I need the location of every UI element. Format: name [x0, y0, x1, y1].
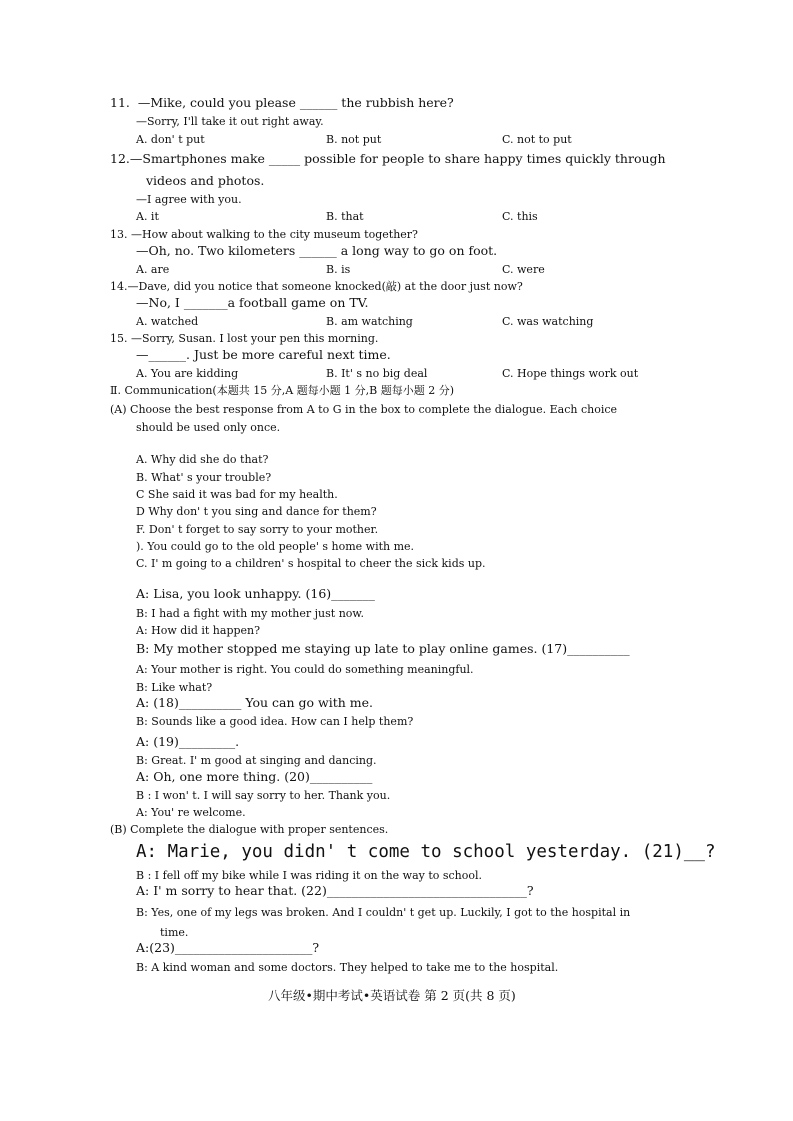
q11-stem: 11. —Mike, could you please ______ the rubbish here? — [110, 95, 454, 110]
page-footer: 八年级•期中考试•英语试卷 第 2 页(共 8 页) — [268, 988, 516, 1003]
q11-option-a: A. don' t put — [136, 133, 205, 146]
q12-stem-cont: videos and photos. — [146, 173, 265, 188]
q15-option-b: B. It' s no big deal — [326, 367, 428, 380]
choice-item: C. I' m going to a children' s hospital to cheer the sick kids up. — [136, 557, 486, 570]
dialogueA-line: A: (18)__________ You can go with me. — [136, 695, 374, 710]
dialogueB-line-4: B: Yes, one of my legs was broken. And I couldn' t get up. Luckily, I got to the hospital in — [136, 906, 631, 919]
dialogueB-line-4-cont: time. — [160, 926, 189, 939]
q15-stem: 15. —Sorry, Susan. I lost your pen this morning. — [110, 332, 379, 345]
q15-option-a: A. You are kidding — [136, 367, 239, 380]
q11-option-b: B. not put — [326, 133, 382, 146]
q11-option-c: C. not to put — [502, 133, 572, 146]
dialogueB-line-5: A:(23)______________________? — [136, 940, 320, 955]
q13-stem: 13. —How about walking to the city museum together? — [110, 228, 418, 241]
dialogueA-line: A: (19)_________. — [136, 734, 240, 749]
dialogueB-line-1: A: Marie, you didn' t come to school yesterday. (21)__? — [136, 842, 716, 862]
choice-item: D Why don' t you sing and dance for them? — [136, 505, 377, 518]
dialogueA-line: B: I had a fight with my mother just now. — [136, 607, 365, 620]
q12-reply: —I agree with you. — [136, 193, 242, 206]
dialogueB-line-2: B : I fell off my bike while I was riding it on the way to school. — [136, 869, 483, 882]
q13-option-a: A. are — [136, 263, 170, 276]
q15-option-c: C. Hope things work out — [502, 367, 639, 380]
choice-item: A. Why did she do that? — [136, 453, 269, 466]
q14-option-b: B. am watching — [326, 315, 413, 328]
dialogueA-line: B : I won' t. I will say sorry to her. Thank you. — [136, 789, 391, 802]
dialogueA-line: A: Your mother is right. You could do something meaningful. — [136, 663, 474, 676]
dialogueA-line: A: How did it happen? — [136, 624, 261, 637]
q15-reply: —______. Just be more careful next time. — [136, 347, 391, 362]
q12-stem: 12.—Smartphones make _____ possible for people to share happy times quickly through — [110, 151, 666, 166]
dialogueA-line: B: Like what? — [136, 681, 213, 694]
q12-option-c: C. this — [502, 210, 538, 223]
q12-option-a: A. it — [136, 210, 159, 223]
dialogueB-line-6: B: A kind woman and some doctors. They helped to take me to the hospital. — [136, 961, 559, 974]
q12-option-b: B. that — [326, 210, 364, 223]
q13-reply: —Oh, no. Two kilometers ______ a long way to go on foot. — [136, 243, 498, 258]
q14-stem: 14.—Dave, did you notice that someone knocked(敲) at the door just now? — [110, 280, 523, 293]
choice-item: C She said it was bad for my health. — [136, 488, 338, 501]
partA-instruction-cont: should be used only once. — [136, 421, 281, 434]
choice-item: ). You could go to the old people' s home with me. — [136, 540, 415, 553]
dialogueB-line-3: A: I' m sorry to hear that. (22)________________________________? — [136, 883, 534, 898]
dialogueA-line: B: Great. I' m good at singing and dancing. — [136, 754, 377, 767]
choice-item: B. What' s your trouble? — [136, 471, 272, 484]
q13-option-b: B. is — [326, 263, 351, 276]
q14-option-c: C. was watching — [502, 315, 594, 328]
dialogueA-line: B: My mother stopped me staying up late to play online games. (17)__________ — [136, 641, 630, 656]
q11-reply: —Sorry, I'll take it out right away. — [136, 115, 324, 128]
dialogueA-line: A: Lisa, you look unhappy. (16)_______ — [136, 586, 375, 601]
dialogueA-line: A: Oh, one more thing. (20)__________ — [136, 769, 373, 784]
partB-instruction: (B) Complete the dialogue with proper sentences. — [110, 823, 389, 836]
q13-option-c: C. were — [502, 263, 545, 276]
dialogueA-line: A: You' re welcome. — [136, 806, 246, 819]
q14-reply: —No, I _______a football game on TV. — [136, 295, 369, 310]
section2-heading: Ⅱ. Communication(本题共 15 分,A 题每小题 1 分,B 题每小题 2 分) — [110, 384, 454, 397]
partA-instruction: (A) Choose the best response from A to G in the box to complete the dialogue. Each choice — [110, 403, 618, 416]
dialogueA-line: B: Sounds like a good idea. How can I help them? — [136, 715, 414, 728]
choice-item: F. Don' t forget to say sorry to your mother. — [136, 523, 379, 536]
q14-option-a: A. watched — [136, 315, 199, 328]
